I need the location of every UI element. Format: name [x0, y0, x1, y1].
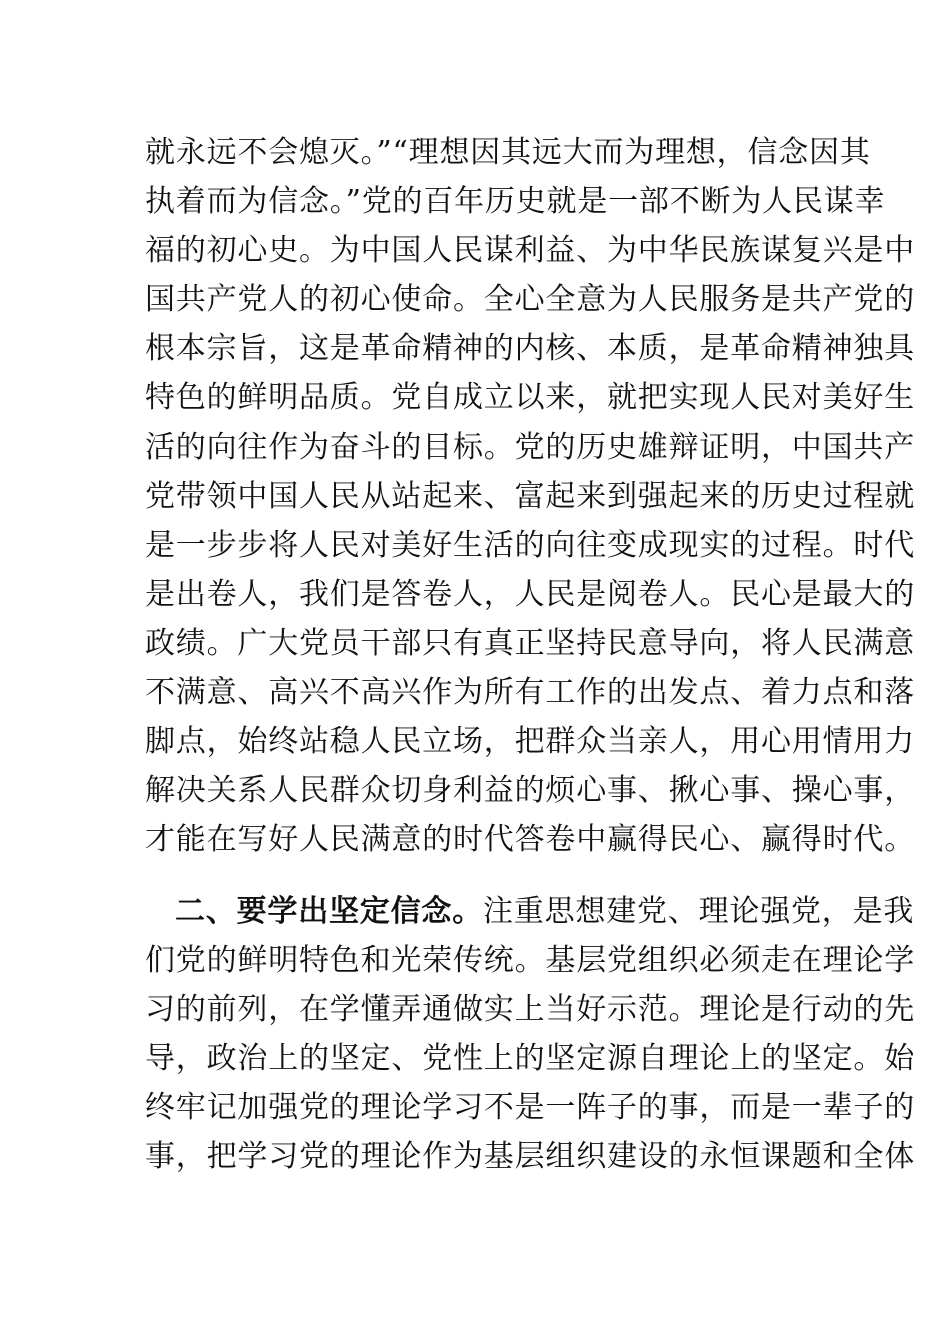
text-line: 终牢记加强党的理论学习不是一阵子的事，而是一辈子的 — [145, 1090, 915, 1126]
section-heading: 二、要学出坚定信念。 — [175, 894, 483, 929]
text-line: 特色的鲜明品质。党自成立以来，就把实现人民对美好生 — [145, 380, 915, 416]
text-line: 们党的鲜明特色和光荣传统。基层党组织必须走在理论学 — [145, 943, 915, 979]
text-line: 习的前列，在学懂弄通做实上当好示范。理论是行动的先 — [145, 992, 915, 1028]
text-line: 国共产党人的初心使命。全心全意为人民服务是共产党的 — [145, 282, 915, 318]
text-line: 才能在写好人民满意的时代答卷中赢得民心、赢得时代。 — [145, 822, 915, 858]
text-line: 不满意、高兴不高兴作为所有工作的出发点、着力点和落 — [145, 675, 915, 711]
text-run: 注重思想建党、理论强党，是我 — [483, 894, 915, 929]
text-line: 党带领中国人民从站起来、富起来到强起来的历史过程就 — [145, 478, 915, 514]
text-line: 执着而为信念。”党的百年历史就是一部不断为人民谋幸 — [145, 184, 886, 220]
body-paragraph-1 — [145, 128, 915, 864]
text-line: 政绩。广大党员干部只有真正坚持民意导向，将人民满意 — [145, 625, 915, 661]
text-line: 福的初心史。为中国人民谋利益、为中华民族谋复兴是中 — [145, 233, 915, 269]
text-line: 根本宗旨，这是革命精神的内核、本质，是革命精神独具 — [145, 331, 915, 367]
text-line: 脚点，始终站稳人民立场，把群众当亲人，用心用情用力 — [145, 724, 915, 760]
text-line: 解决关系人民群众切身利益的烦心事、揪心事、操心事， — [145, 773, 915, 809]
text-line: 是一步步将人民对美好生活的向往变成现实的过程。时代 — [145, 527, 915, 563]
body-paragraph-2 — [145, 887, 915, 1182]
text-line: 导，政治上的坚定、党性上的坚定源自理论上的坚定。始 — [145, 1041, 915, 1077]
text-line: 是出卷人，我们是答卷人，人民是阅卷人。民心是最大的 — [145, 576, 915, 612]
text-line: 就永远不会熄灭。”“理想因其远大而为理想，信念因其 — [145, 135, 871, 170]
text-line: 活的向往作为奋斗的目标。党的历史雄辩证明，中国共产 — [145, 429, 915, 465]
text-line-first — [145, 887, 915, 936]
text-line: 事，把学习党的理论作为基层组织建设的永恒课题和全体 — [145, 1139, 915, 1175]
